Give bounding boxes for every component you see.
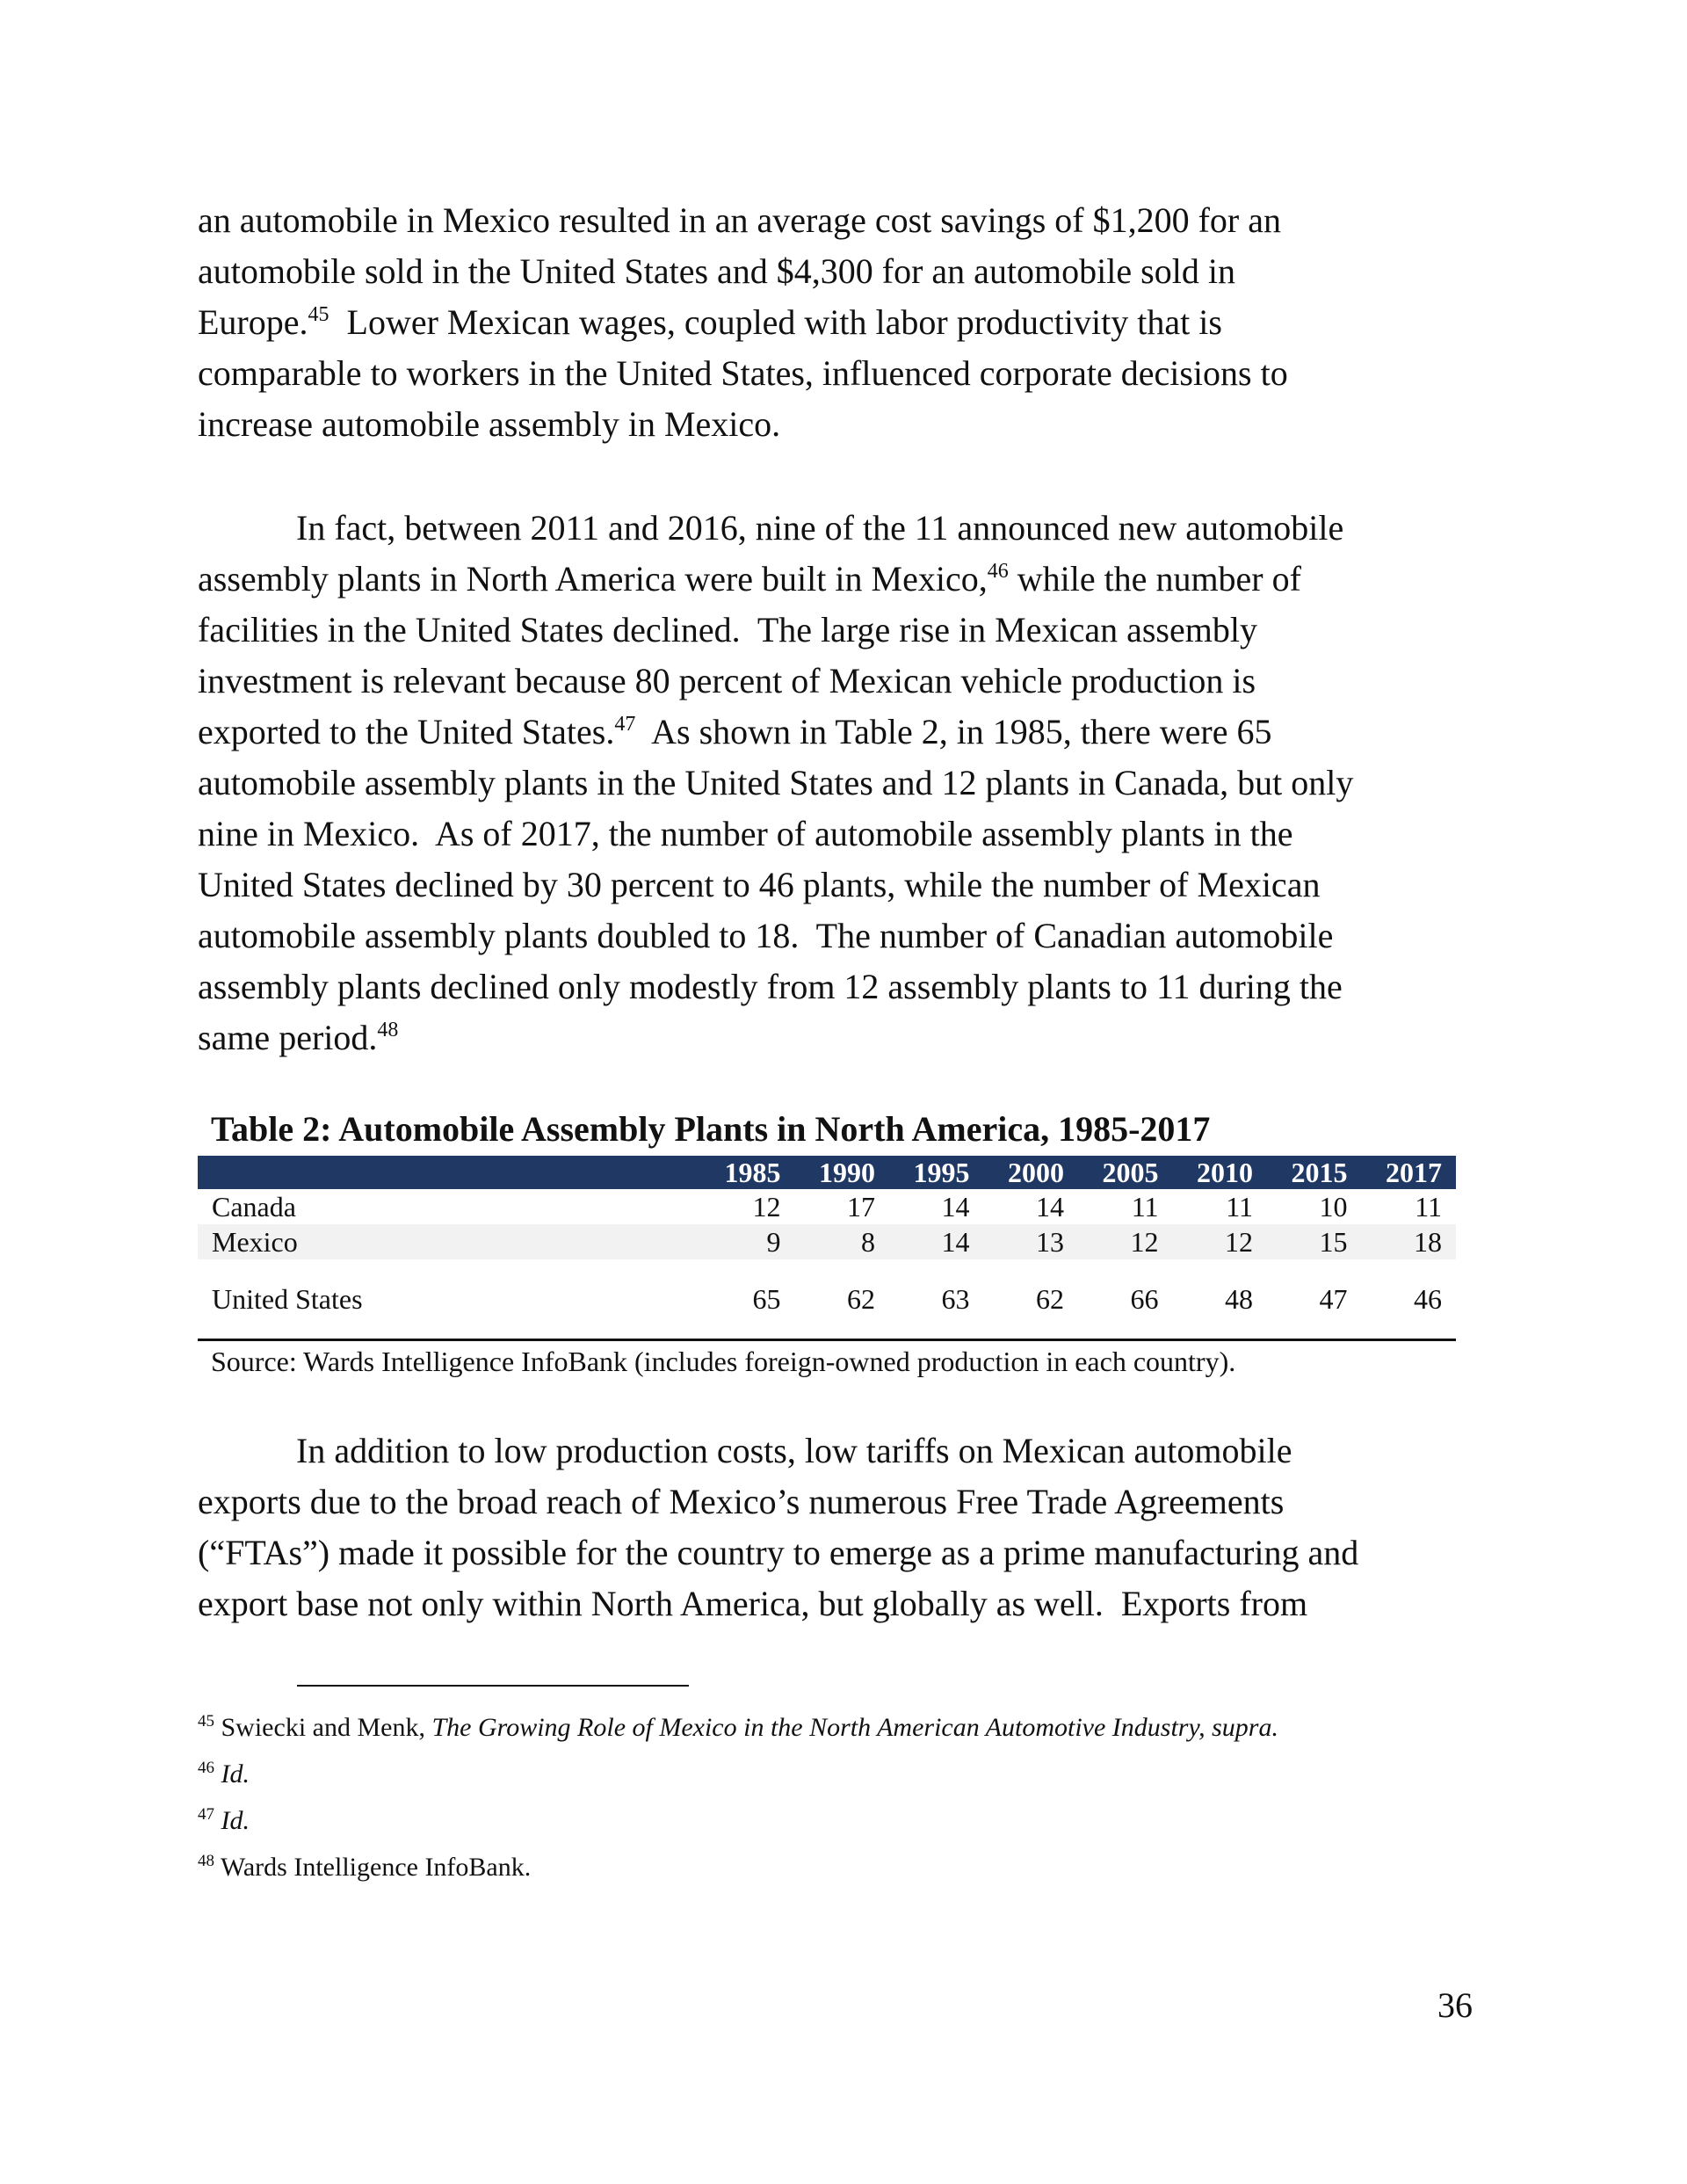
footnote-citation: Id. xyxy=(221,1760,250,1789)
table-cell: 66 xyxy=(1078,1259,1173,1340)
footnote-number: 47 xyxy=(198,1805,214,1824)
footnote-number: 48 xyxy=(198,1852,214,1870)
table-title: Table 2: Automobile Assembly Plants in North America, 1985-2017 xyxy=(211,1109,1211,1149)
footnote-ref[interactable]: 47 xyxy=(614,713,636,736)
text-line: (“FTAs”) made it possible for the country to emerge as a prime manufacturing and xyxy=(198,1533,1359,1572)
table-cell: 46 xyxy=(1362,1259,1457,1340)
footnote-text: Wards Intelligence InfoBank. xyxy=(214,1853,532,1882)
text-line xyxy=(198,297,1489,348)
footnote-46 xyxy=(198,1758,250,1791)
paragraph-1 xyxy=(198,195,1489,450)
table-cell: 11 xyxy=(1131,1191,1159,1223)
text-line xyxy=(198,1012,1489,1063)
footnote-number: 46 xyxy=(198,1759,214,1777)
text-line: nine in Mexico. As of 2017, the number of automobile assembly plants in the xyxy=(198,814,1293,853)
text-line: investment is relevant because 80 percent of Mexican vehicle production is xyxy=(198,661,1256,700)
text-line: an automobile in Mexico resulted in an average cost savings of $1,200 for an xyxy=(198,200,1281,240)
table-cell: 8 xyxy=(795,1224,890,1259)
table-cell: 13 xyxy=(984,1224,1079,1259)
footnote-number: 45 xyxy=(198,1712,214,1731)
column-header: 1985 xyxy=(700,1156,795,1189)
footnote-separator xyxy=(297,1685,689,1687)
text-segment: As shown in Table 2, in 1985, there were 65 xyxy=(635,712,1272,751)
table-header-corner xyxy=(198,1156,700,1189)
text-line xyxy=(198,554,1489,605)
footnote-ref[interactable]: 46 xyxy=(987,560,1009,583)
text-line: automobile sold in the United States and $4,300 for an automobile sold in xyxy=(198,251,1235,291)
table-cell: 47 xyxy=(1267,1259,1362,1340)
row-label: Canada xyxy=(212,1191,296,1223)
table-cell: 17 xyxy=(847,1191,875,1223)
table-row-mexico xyxy=(198,1224,1456,1259)
table-cell: 62 xyxy=(795,1259,890,1340)
table-cell: 14 xyxy=(889,1224,984,1259)
table-cell: 11 xyxy=(1226,1191,1253,1223)
table-header-row xyxy=(198,1156,1456,1189)
column-header: 1990 xyxy=(795,1156,890,1189)
text-segment: while the number of xyxy=(1008,559,1301,599)
table-cell: 10 xyxy=(1319,1191,1348,1223)
table-cell: 14 xyxy=(1036,1191,1064,1223)
column-header: 2010 xyxy=(1173,1156,1268,1189)
paragraph-2 xyxy=(198,503,1489,1063)
text-line: In addition to low production costs, low tariffs on Mexican automobile xyxy=(296,1431,1292,1470)
footnote-citation: The Growing Role of Mexico in the North American Automotive Industry, supra. xyxy=(431,1713,1278,1742)
table-cell: 12 xyxy=(1173,1224,1268,1259)
footnote-text xyxy=(214,1806,221,1835)
text-line: exports due to the broad reach of Mexico’s numerous Free Trade Agreements xyxy=(198,1482,1285,1521)
table-source: Source: Wards Intelligence InfoBank (includes foreign-owned production in each country). xyxy=(211,1346,1236,1377)
text-segment: Lower Mexican wages, coupled with labor productivity that is xyxy=(329,302,1222,342)
row-label: Mexico xyxy=(198,1224,700,1259)
footnote-text: Swiecki and Menk, xyxy=(214,1713,432,1742)
table-row-canada xyxy=(198,1189,1456,1224)
footnote-45 xyxy=(198,1711,1278,1745)
text-line: automobile assembly plants doubled to 18. The number of Canadian automobile xyxy=(198,916,1334,955)
footnote-text xyxy=(214,1760,221,1789)
table-cell: 48 xyxy=(1173,1259,1268,1340)
column-header: 2017 xyxy=(1362,1156,1457,1189)
text-segment: Europe. xyxy=(198,302,308,342)
text-line: United States declined by 30 percent to 46 plants, while the number of Mexican xyxy=(198,865,1321,904)
page-number: 36 xyxy=(1437,1985,1473,2025)
text-line xyxy=(198,707,1489,758)
text-line: export base not only within North America, but globally as well. Exports from xyxy=(198,1584,1308,1623)
plants-table xyxy=(198,1156,1456,1341)
column-header: 2000 xyxy=(984,1156,1079,1189)
row-label: United States xyxy=(198,1259,700,1340)
table-cell: 11 xyxy=(1415,1191,1442,1223)
table-cell: 12 xyxy=(752,1191,781,1223)
footnote-47 xyxy=(198,1804,250,1838)
table-cell: 63 xyxy=(889,1259,984,1340)
footnote-ref[interactable]: 45 xyxy=(308,303,329,326)
text-line: In fact, between 2011 and 2016, nine of the 11 announced new automobile xyxy=(296,508,1344,548)
column-header: 2005 xyxy=(1078,1156,1173,1189)
table-cell: 14 xyxy=(941,1191,970,1223)
text-segment: same period. xyxy=(198,1018,378,1057)
column-header: 2015 xyxy=(1267,1156,1362,1189)
table-cell: 15 xyxy=(1267,1224,1362,1259)
column-header: 1995 xyxy=(889,1156,984,1189)
table-cell: 9 xyxy=(700,1224,795,1259)
footnote-ref[interactable]: 48 xyxy=(377,1019,399,1041)
table-cell: 65 xyxy=(700,1259,795,1340)
text-segment: assembly plants in North America were built in Mexico, xyxy=(198,559,988,599)
text-line: automobile assembly plants in the United States and 12 plants in Canada, but only xyxy=(198,763,1354,802)
text-line: assembly plants declined only modestly from 12 assembly plants to 11 during the xyxy=(198,967,1343,1006)
text-segment: exported to the United States. xyxy=(198,712,615,751)
text-line: facilities in the United States declined. The large rise in Mexican assembly xyxy=(198,610,1257,649)
footnote-citation: Id. xyxy=(221,1806,250,1835)
table-row-united-states xyxy=(198,1259,1456,1340)
table-cell: 18 xyxy=(1362,1224,1457,1259)
table-cell: 12 xyxy=(1078,1224,1173,1259)
paragraph-3 xyxy=(198,1426,1489,1629)
text-line: comparable to workers in the United States, influenced corporate decisions to xyxy=(198,353,1288,393)
text-line: increase automobile assembly in Mexico. xyxy=(198,404,781,444)
footnote-48 xyxy=(198,1851,531,1884)
table-cell: 62 xyxy=(984,1259,1079,1340)
